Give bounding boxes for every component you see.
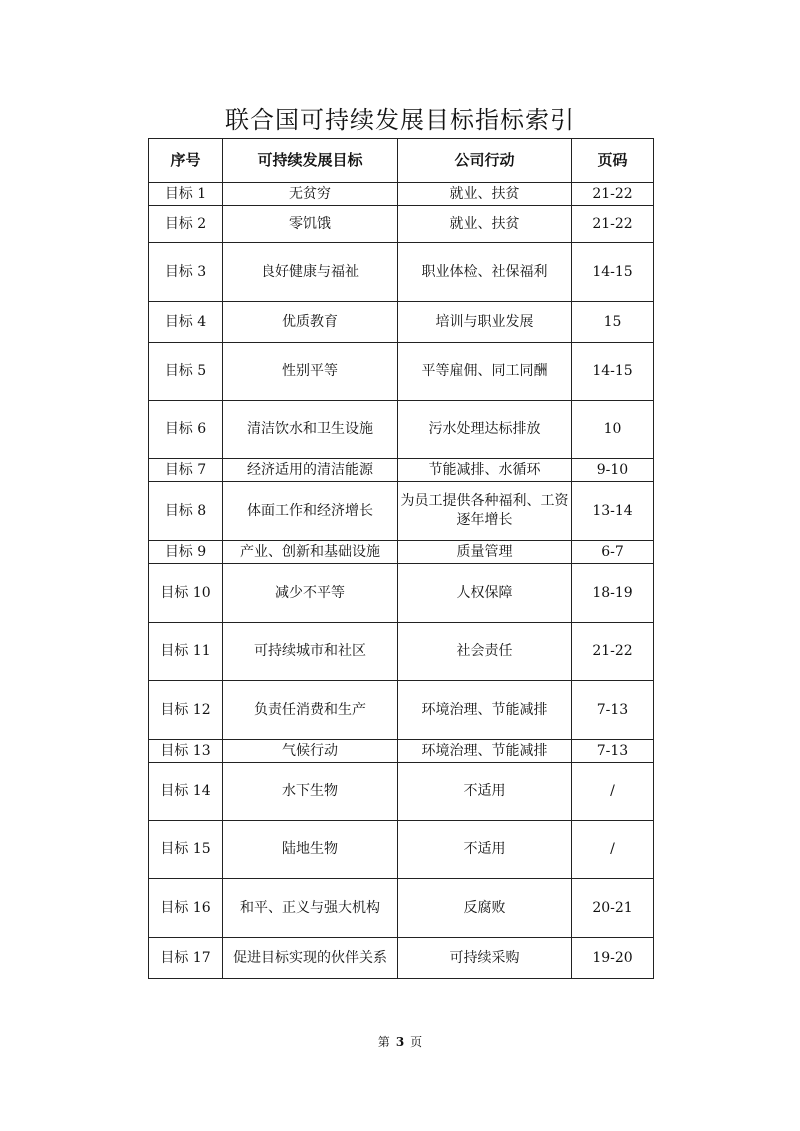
cell-goal: 良好健康与福祉 [223,243,398,302]
cell-number: 目标 11 [149,623,223,681]
table-row [149,302,654,343]
cell-goal: 陆地生物 [223,821,398,879]
cell-goal: 和平、正义与强大机构 [223,879,398,938]
cell-page: 20-21 [572,879,654,938]
table-row [149,879,654,938]
cell-action: 环境治理、节能减排 [398,681,572,740]
cell-page: 14-15 [572,243,654,302]
cell-action: 不适用 [398,821,572,879]
cell-number: 目标 4 [149,302,223,343]
cell-goal: 减少不平等 [223,564,398,623]
cell-page: 14-15 [572,343,654,401]
cell-goal: 负责任消费和生产 [223,681,398,740]
table-header-row [149,139,654,183]
cell-number: 目标 15 [149,821,223,879]
cell-goal: 清洁饮水和卫生设施 [223,401,398,459]
cell-action: 节能减排、水循环 [398,459,572,482]
cell-goal: 促进目标实现的伙伴关系 [223,938,398,979]
cell-page: 9-10 [572,459,654,482]
cell-number: 目标 17 [149,938,223,979]
cell-action: 就业、扶贫 [398,206,572,243]
cell-action: 就业、扶贫 [398,183,572,206]
cell-action: 不适用 [398,763,572,821]
cell-goal: 优质教育 [223,302,398,343]
cell-goal: 零饥饿 [223,206,398,243]
cell-action: 职业体检、社保福利 [398,243,572,302]
table-row [149,541,654,564]
cell-number: 目标 9 [149,541,223,564]
header-page: 页码 [572,139,654,183]
table-row [149,938,654,979]
cell-action: 培训与职业发展 [398,302,572,343]
header-goal: 可持续发展目标 [223,139,398,183]
cell-page: 7-13 [572,681,654,740]
table-row [149,482,654,541]
table-row [149,740,654,763]
table-body [149,183,654,979]
cell-number: 目标 3 [149,243,223,302]
cell-number: 目标 7 [149,459,223,482]
cell-number: 目标 6 [149,401,223,459]
cell-page: 10 [572,401,654,459]
cell-action: 为员工提供各种福利、工资逐年增长 [398,482,572,541]
cell-action: 质量管理 [398,541,572,564]
cell-goal: 产业、创新和基础设施 [223,541,398,564]
cell-page: 21-22 [572,206,654,243]
cell-page: 19-20 [572,938,654,979]
cell-page: 18-19 [572,564,654,623]
cell-number: 目标 12 [149,681,223,740]
cell-action: 可持续采购 [398,938,572,979]
table-row [149,243,654,302]
cell-goal: 气候行动 [223,740,398,763]
cell-number: 目标 8 [149,482,223,541]
header-action: 公司行动 [398,139,572,183]
page-number-value: 3 [395,1035,405,1049]
cell-page: 6-7 [572,541,654,564]
cell-page: 13-14 [572,482,654,541]
page-number-suffix: 页 [410,1035,423,1049]
cell-page: / [572,763,654,821]
sdg-index-table [148,138,654,979]
cell-goal: 体面工作和经济增长 [223,482,398,541]
table-row [149,681,654,740]
page-number-prefix: 第 [377,1035,390,1049]
table-row [149,623,654,681]
cell-action: 污水处理达标排放 [398,401,572,459]
cell-action: 环境治理、节能减排 [398,740,572,763]
cell-action: 平等雇佣、同工同酬 [398,343,572,401]
cell-page: 7-13 [572,740,654,763]
cell-page: 21-22 [572,183,654,206]
table-row [149,821,654,879]
cell-action: 反腐败 [398,879,572,938]
table-row [149,206,654,243]
cell-page: 21-22 [572,623,654,681]
cell-goal: 无贫穷 [223,183,398,206]
cell-goal: 性别平等 [223,343,398,401]
cell-number: 目标 13 [149,740,223,763]
cell-goal: 可持续城市和社区 [223,623,398,681]
cell-goal: 经济适用的清洁能源 [223,459,398,482]
cell-action: 人权保障 [398,564,572,623]
cell-number: 目标 1 [149,183,223,206]
header-number: 序号 [149,139,223,183]
table-row [149,459,654,482]
cell-action: 社会责任 [398,623,572,681]
table-row [149,401,654,459]
table-row [149,763,654,821]
cell-goal: 水下生物 [223,763,398,821]
page-title: 联合国可持续发展目标指标索引 [225,106,575,134]
page-number [0,1033,800,1050]
cell-number: 目标 2 [149,206,223,243]
cell-number: 目标 14 [149,763,223,821]
cell-number: 目标 5 [149,343,223,401]
cell-page: / [572,821,654,879]
table-row [149,343,654,401]
cell-page: 15 [572,302,654,343]
table-row [149,183,654,206]
cell-number: 目标 16 [149,879,223,938]
table-row [149,564,654,623]
cell-number: 目标 10 [149,564,223,623]
